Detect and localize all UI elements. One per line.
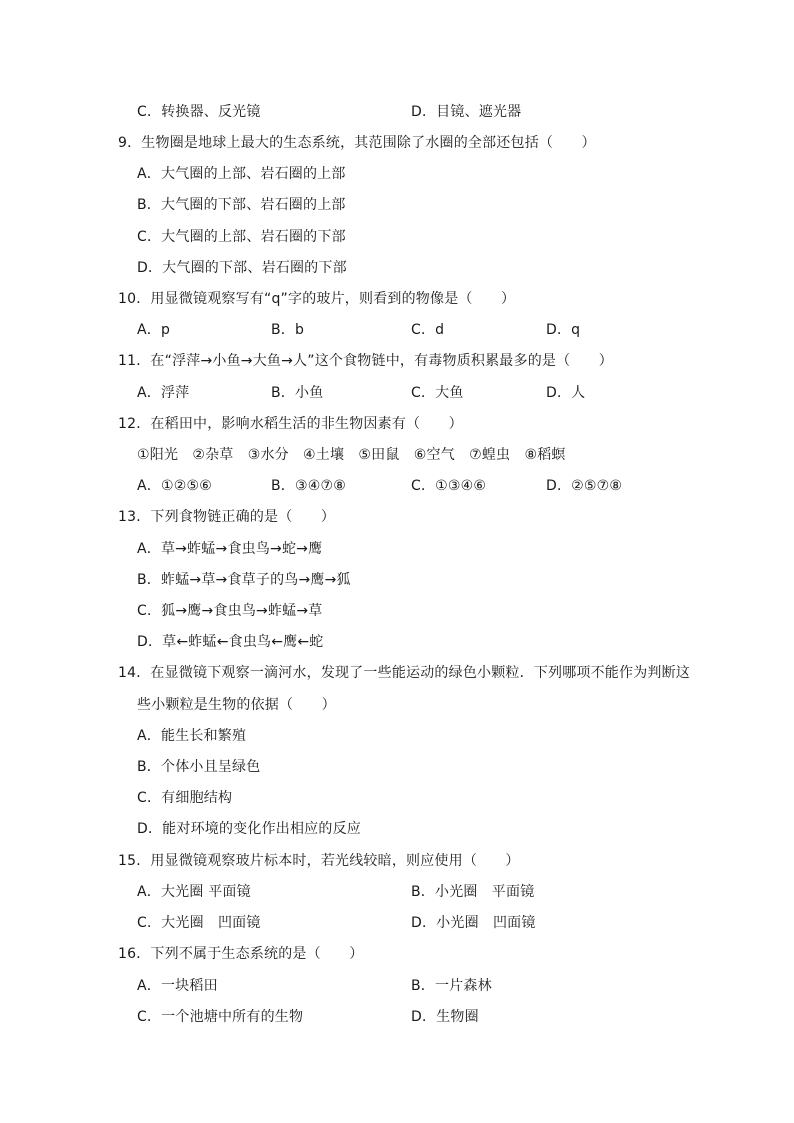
q14-option-c: C．有细胞结构 xyxy=(137,790,233,806)
q10-option-a: A．p xyxy=(137,322,171,338)
q12-option-a: A．①②⑤⑥ xyxy=(137,478,212,494)
q14-option-b: B．个体小且呈绿色 xyxy=(137,759,261,775)
q9-stem: 9．生物圈是地球上最大的生态系统，其范围除了水圈的全部还包括（ ） xyxy=(118,135,596,151)
q11-option-b: B．小鱼 xyxy=(271,385,324,401)
q16-option-d: D．生物圈 xyxy=(411,1009,479,1025)
q13-option-b: B．蚱蜢→草→食草子的鸟→鹰→狐 xyxy=(137,572,351,588)
q16-option-b: B．一片森林 xyxy=(411,978,492,994)
q10-option-c: C．d xyxy=(411,322,445,338)
q12-option-d: D．②⑤⑦⑧ xyxy=(546,478,623,494)
q15-option-c: C．大光圈 凹面镜 xyxy=(137,915,261,931)
q9-option-d: D．大气圈的下部、岩石圈的下部 xyxy=(137,260,347,276)
q11-option-a: A．浮萍 xyxy=(137,385,190,401)
q14-stem-line-2: 些小颗粒是生物的依据（ ） xyxy=(137,697,336,713)
q16-option-c: C．一个池塘中所有的生物 xyxy=(137,1009,304,1025)
q10-stem: 10．用显微镜观察写有“q”字的玻片，则看到的物像是（ ） xyxy=(118,291,516,307)
q11-stem: 11．在“浮萍→小鱼→大鱼→人”这个食物链中，有毒物质积累最多的是（ ） xyxy=(118,353,613,369)
q8-option-c: C．转换器、反光镜 xyxy=(137,104,261,120)
q12-option-b: B．③④⑦⑧ xyxy=(271,478,347,494)
q8-option-d: D．目镜、遮光器 xyxy=(411,104,522,120)
q12-option-c: C．①③④⑥ xyxy=(411,478,487,494)
q15-option-a: A．大光圈 平面镜 xyxy=(137,884,251,900)
q15-stem: 15．用显微镜观察玻片标本时，若光线较暗，则应使用（ ） xyxy=(118,853,520,869)
q15-option-d: D．小光圈 凹面镜 xyxy=(411,915,536,931)
q11-option-c: C．大鱼 xyxy=(411,385,464,401)
q13-option-d: D．草←蚱蜢←食虫鸟←鹰←蛇 xyxy=(137,634,324,650)
q13-stem: 13．下列食物链正确的是（ ） xyxy=(118,509,336,525)
q15-option-b: B．小光圈 平面镜 xyxy=(411,884,535,900)
q14-option-d: D．能对环境的变化作出相应的反应 xyxy=(137,821,361,837)
q9-option-a: A．大气圈的上部、岩石圈的上部 xyxy=(137,166,346,182)
q14-option-a: A．能生长和繁殖 xyxy=(137,728,247,744)
q14-stem-line-1: 14．在显微镜下观察一滴河水，发现了一些能运动的绿色小颗粒．下列哪项不能作为判断这 xyxy=(118,665,691,681)
q9-option-c: C．大气圈的上部、岩石圈的下部 xyxy=(137,229,346,245)
q11-option-d: D．人 xyxy=(546,385,586,401)
q10-option-b: B．b xyxy=(271,322,305,338)
q13-option-a: A．草→蚱蜢→食虫鸟→蛇→鹰 xyxy=(137,541,323,557)
q12-stem: 12．在稻田中，影响水稻生活的非生物因素有（ ） xyxy=(118,416,463,432)
q10-option-d: D．q xyxy=(546,322,581,338)
q16-stem: 16．下列不属于生态系统的是（ ） xyxy=(118,946,364,962)
q12-factor-list: ①阳光 ②杂草 ③水分 ④土壤 ⑤田鼠 ⑥空气 ⑦蝗虫 ⑧稻螟 xyxy=(137,447,566,463)
q9-option-b: B．大气圈的下部、岩石圈的上部 xyxy=(137,197,346,213)
q16-option-a: A．一块稻田 xyxy=(137,978,218,994)
q13-option-c: C．狐→鹰→食虫鸟→蚱蜢→草 xyxy=(137,603,323,619)
